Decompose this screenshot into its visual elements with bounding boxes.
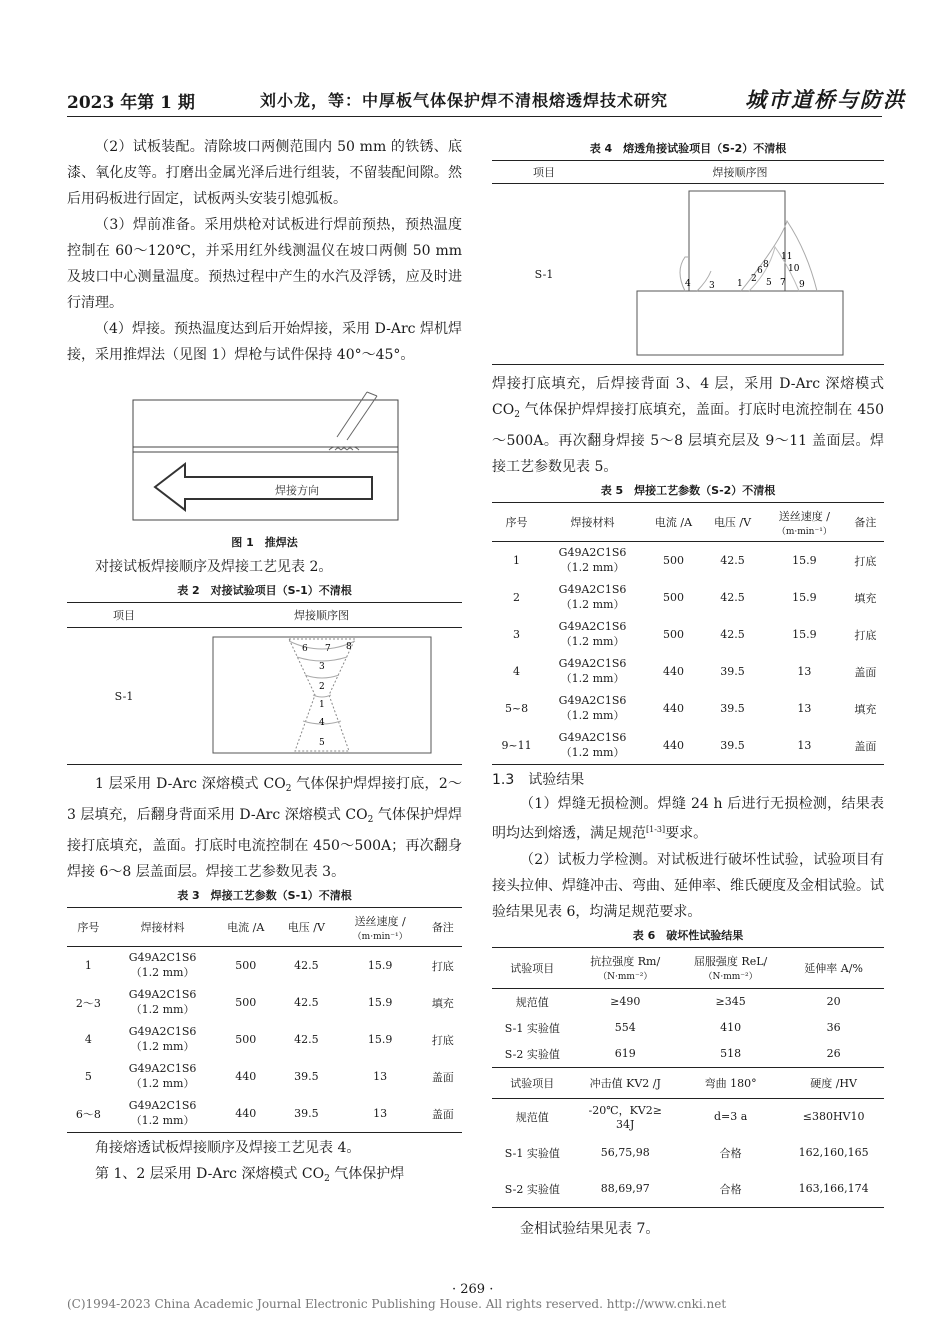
table-header: 备注 <box>424 908 462 947</box>
table-cell: 13 <box>797 702 812 715</box>
paragraph: （1）焊缝无损检测。焊缝 24 h 后进行无损检测，结果表明均达到熔透，满足规范[1-3]要求。 <box>492 796 884 842</box>
seq-label: 6 <box>301 643 308 654</box>
table-cell: 440 <box>644 727 703 765</box>
table-cell: 4 <box>84 1033 92 1046</box>
seq-label: 8 <box>345 641 352 652</box>
table-cell: G49A2C1S6 （1.2 mm） <box>558 583 627 611</box>
table-cell: 填充 <box>854 591 877 605</box>
table-cell: G49A2C1S6 （1.2 mm） <box>128 1025 197 1053</box>
table-cell: -20℃，KV2≥ 34J <box>588 1104 662 1132</box>
seq-label: 9 <box>799 279 805 290</box>
table-row <box>492 579 884 616</box>
table-header: 送丝速度 / （m·min⁻¹） <box>762 503 847 542</box>
table-cell: 39.5 <box>294 1070 319 1083</box>
table-row <box>492 988 884 1015</box>
table-header: 焊接材料 <box>110 908 216 947</box>
table-cell: 39.5 <box>276 1095 337 1133</box>
table-cell: 42.5 <box>294 996 319 1009</box>
table-header: 送丝速度 / （m·min⁻¹） <box>337 908 424 947</box>
table-cell: 440 <box>662 665 684 678</box>
table-cell: 2 <box>513 591 521 604</box>
table-cell: G49A2C1S6 （1.2 mm） <box>558 620 627 648</box>
seq-label: 3 <box>709 280 715 291</box>
copyright-footer: (C)1994-2023 China Academic Journal Electronic Publishing House. All rights reserved. http://www.cnki.net <box>67 1297 727 1311</box>
table-header: 延伸率 A/% <box>783 947 884 988</box>
table-row <box>67 1021 462 1058</box>
left-column <box>67 134 462 1192</box>
table-row <box>67 947 462 985</box>
table-cell: 盖面 <box>854 665 877 679</box>
table-cell: 15.9 <box>792 591 817 604</box>
table-header: 抗拉强度 Rm/ （N·mm⁻²） <box>573 947 678 988</box>
table-cell: 3 <box>513 628 521 641</box>
table-cell: 打底 <box>431 1033 454 1047</box>
paragraph: 1 层采用 D-Arc 深熔模式 $CO_2$ 气体保护焊焊接打底，2～3 层填充，后翻身背面采用 D-Arc 深熔模式 $CO_2$ 气体保护焊焊接打底填充，盖面。打底时电流控制在 450～500A；再次翻身焊接 6～8 层盖面层。焊接工艺参数见表 3。 <box>67 776 462 880</box>
paragraph: （2）试板力学检测。对试板进行破坏性试验，试验项目有接头拉伸、焊缝冲击、弯曲、延伸率、维氏硬度及金相试验。试验结果见表 6，均满足规范要求。 <box>492 851 884 920</box>
table-2 <box>67 602 462 765</box>
seq-label: 5 <box>766 277 772 288</box>
table-cell: 410 <box>720 1021 742 1035</box>
section-heading: 1.3 试验结果 <box>492 772 585 788</box>
table-cell: 15.9 <box>367 959 393 972</box>
table-cell: 13 <box>797 665 812 678</box>
table-cell: 500 <box>662 591 684 604</box>
table-header: 电压 /V <box>703 503 762 542</box>
table-header: 屈服强度 ReL/ （N·mm⁻²） <box>678 947 783 988</box>
arrow-label: 焊接方向 <box>275 484 319 497</box>
table-cell: 15.9 <box>792 554 817 567</box>
table-header: 冲击值 KV2 /J <box>573 1067 678 1098</box>
table-cell: G49A2C1S6 （1.2 mm） <box>541 727 644 765</box>
table-row <box>67 1095 462 1133</box>
table-cell: 88,69,97 <box>573 1171 678 1208</box>
table-6 <box>492 947 884 1208</box>
push-welding-diagram <box>67 382 462 532</box>
table-cell: 5~8 <box>504 702 529 715</box>
table-cell: 440 <box>662 702 684 715</box>
page-number: · 269 · <box>452 1282 494 1297</box>
table-cell: d=3 a <box>713 1110 748 1124</box>
table-cell: 15.9 <box>367 1033 393 1046</box>
table-header: 电压 /V <box>276 908 337 947</box>
table-cell: 42.5 <box>720 628 745 641</box>
table-cell: 1 <box>84 959 92 972</box>
seq-label: 2 <box>751 273 757 284</box>
table-row <box>492 616 884 653</box>
table-cell: 42.5 <box>720 591 745 604</box>
table-cell: 合格 <box>678 1171 783 1208</box>
table-header: 硬度 /HV <box>783 1067 884 1098</box>
paragraph: 金相试验结果见表 7。 <box>520 1220 660 1237</box>
table-header: 焊接顺序图 <box>181 603 462 628</box>
table-cell: S-1 <box>67 628 181 765</box>
table-cell: 打底 <box>854 628 877 642</box>
table-cell: 规范值 <box>515 1110 549 1124</box>
table-cell: 6～8 <box>67 1095 110 1133</box>
table-cell: 26 <box>826 1047 841 1061</box>
table-cell: 500 <box>235 996 257 1009</box>
table-cell: 打底 <box>854 554 877 568</box>
table-cell: 盖面 <box>847 727 884 765</box>
figure-1 <box>67 382 462 532</box>
table-cell: S-2 实验值 <box>492 1171 573 1208</box>
table-cell: G49A2C1S6 （1.2 mm） <box>128 951 197 979</box>
table-cell: 规范值 <box>515 995 549 1009</box>
table-cell: 39.5 <box>720 702 745 715</box>
table-cell: 13 <box>373 1070 388 1083</box>
table-cell: 打底 <box>431 959 454 973</box>
table-cell: 518 <box>720 1047 742 1061</box>
table-cell: 36 <box>826 1021 841 1035</box>
seq-label: 1 <box>737 278 743 289</box>
table-subheader-row <box>492 1067 884 1098</box>
seq-label: 11 <box>781 251 793 262</box>
right-column <box>492 134 884 1242</box>
seq-label: 8 <box>763 259 769 270</box>
table-cell: S-1 实验值 <box>504 1146 560 1160</box>
seq-label: 2 <box>318 681 325 692</box>
table-cell: 15.9 <box>792 628 817 641</box>
table-cell: 15.9 <box>367 996 393 1009</box>
table-cell: S-1 <box>492 184 596 365</box>
table-cell: 盖面 <box>424 1095 462 1133</box>
table-cell: 5 <box>84 1070 92 1083</box>
table-header: 序号 <box>492 503 541 542</box>
table-row <box>67 1058 462 1095</box>
table-cell: 440 <box>235 1070 257 1083</box>
table-5-caption: 表 5 焊接工艺参数（S-2）不清根 <box>600 484 776 497</box>
paragraph: 焊接打底填充，后焊接背面 3、4 层，采用 D-Arc 深熔模式 $CO_2$ 气体保护焊焊接打底填充，盖面。打底时电流控制在 450～500A。再次翻身焊接 5～8 层填充层及 9～11 盖面层。焊接工艺参数见表 5。 <box>492 376 884 475</box>
table-cell: 盖面 <box>431 1070 454 1084</box>
seq-label: 3 <box>318 661 325 672</box>
seq-label: 4 <box>685 278 691 289</box>
seq-label: 7 <box>780 277 786 288</box>
table-cell: 500 <box>662 628 684 641</box>
table-cell: 163,166,174 <box>783 1171 884 1208</box>
table-cell: ≥490 <box>610 995 641 1009</box>
table-cell: 162,160,165 <box>798 1146 869 1160</box>
table-cell: 619 <box>614 1047 636 1061</box>
paragraph: 角接熔透试板焊接顺序及焊接工艺见表 4。 <box>95 1140 361 1156</box>
paragraph: （4）焊接。预热温度达到后开始焊接，采用 D-Arc 焊机焊接，采用推焊法（见图 1）焊枪与试件保持 40°～45°。 <box>67 321 462 363</box>
table-row <box>492 1041 884 1068</box>
paragraph: （2）试板装配。清除坡口两侧范围内 50 mm 的铁锈、底漆、氧化皮等。打磨出金属光泽后进行组装，不留装配间隙。然后用码板进行固定，试板两头安装引熄弧板。 <box>67 139 462 207</box>
table-cell: 56,75,98 <box>600 1146 650 1160</box>
table-cell: 39.5 <box>720 665 745 678</box>
table-header: 项目 <box>492 161 596 184</box>
table-cell: 13 <box>337 1095 424 1133</box>
table-cell: 填充 <box>431 996 454 1010</box>
table-cell: 500 <box>662 554 684 567</box>
table-header: 弯曲 180° <box>678 1067 783 1098</box>
table-row <box>492 727 884 765</box>
journal-name: 城市道桥与防洪 <box>745 87 906 112</box>
table-cell: G49A2C1S6 （1.2 mm） <box>128 988 197 1016</box>
table-6-caption: 表 6 破坏性试验结果 <box>632 928 744 942</box>
table-cell: G49A2C1S6 （1.2 mm） <box>558 694 627 722</box>
table-cell: G49A2C1S6 （1.2 mm） <box>558 546 627 574</box>
table-header: 试验项目 <box>492 1067 573 1098</box>
table-header: 试验项目 <box>492 947 573 988</box>
table-cell: G49A2C1S6 （1.2 mm） <box>558 657 627 685</box>
table-header: 焊接顺序图 <box>596 161 884 184</box>
table-cell: ≤380HV10 <box>802 1110 865 1124</box>
table-header: 项目 <box>67 603 181 628</box>
table-cell: G49A2C1S6 （1.2 mm） <box>110 1095 216 1133</box>
seq-label: 4 <box>318 717 325 728</box>
paragraph: 第 1、2 层采用 D-Arc 深熔模式 $CO_2$ 气体保护焊 <box>95 1166 405 1184</box>
header-rule <box>67 116 882 117</box>
table-cell: 440 <box>215 1095 276 1133</box>
table-4 <box>492 160 884 365</box>
figure-caption: 图 1 推焊法 <box>231 536 298 549</box>
paragraph: 对接试板焊接顺序及焊接工艺见表 2。 <box>95 559 333 575</box>
table-row <box>492 1015 884 1041</box>
table-cell: 合格 <box>719 1146 742 1160</box>
table-header: 序号 <box>67 908 110 947</box>
seq-label: 6 <box>757 265 763 276</box>
seq-label: 5 <box>318 737 325 748</box>
table-row <box>492 690 884 727</box>
table-header: 电流 /A <box>215 908 276 947</box>
table-header: 电流 /A <box>644 503 703 542</box>
table-5 <box>492 502 884 765</box>
seq-label: 1 <box>318 699 325 710</box>
table-2-caption: 表 2 对接试验项目（S-1）不清根 <box>177 584 352 597</box>
table-cell: 20 <box>826 995 841 1009</box>
table-row <box>492 1135 884 1171</box>
table-cell: 13 <box>762 727 847 765</box>
table-cell: S-2 实验值 <box>504 1047 560 1061</box>
table-row <box>492 1098 884 1135</box>
fillet-weld-sequence-diagram <box>629 189 851 357</box>
table-cell: 1 <box>513 554 521 567</box>
table-row <box>67 984 462 1021</box>
table-cell: ≥345 <box>715 995 746 1009</box>
table-cell: 500 <box>235 959 257 972</box>
seq-label: 7 <box>324 643 331 654</box>
table-3-caption: 表 3 焊接工艺参数（S-1）不清根 <box>177 889 352 902</box>
table-cell: 填充 <box>854 702 877 716</box>
table-cell: 42.5 <box>294 1033 319 1046</box>
seq-label: 10 <box>788 263 800 274</box>
table-row <box>492 542 884 580</box>
table-header: 焊接材料 <box>541 503 644 542</box>
table-cell: 554 <box>614 1021 636 1035</box>
butt-weld-sequence-diagram <box>211 635 433 755</box>
table-cell: 39.5 <box>703 727 762 765</box>
table-4-caption: 表 4 熔透角接试验项目（S-2）不清根 <box>589 142 787 155</box>
table-cell: 2～3 <box>75 996 101 1010</box>
journal-issue: 2023 年第 1 期 <box>67 93 195 113</box>
table-cell: 42.5 <box>294 959 319 972</box>
table-cell: 42.5 <box>720 554 745 567</box>
table-row <box>492 653 884 690</box>
table-cell: 9~11 <box>492 727 541 765</box>
table-cell: 500 <box>235 1033 257 1046</box>
table-cell: S-1 实验值 <box>504 1021 560 1035</box>
table-row <box>492 1171 884 1208</box>
table-header: 备注 <box>847 503 884 542</box>
table-cell: G49A2C1S6 （1.2 mm） <box>128 1062 197 1090</box>
table-3 <box>67 907 462 1133</box>
running-title: 刘小龙，等：中厚板气体保护焊不清根熔透焊技术研究 <box>260 91 669 110</box>
table-cell: 4 <box>513 665 521 678</box>
paragraph: （3）焊前准备。采用烘枪对试板进行焊前预热，预热温度控制在 60～120℃，并采用红外线测温仪在坡口两侧 50 mm 及坡口中心测量温度。预热过程中产生的水汽及浮锈，应及时进行清理。 <box>67 217 462 311</box>
